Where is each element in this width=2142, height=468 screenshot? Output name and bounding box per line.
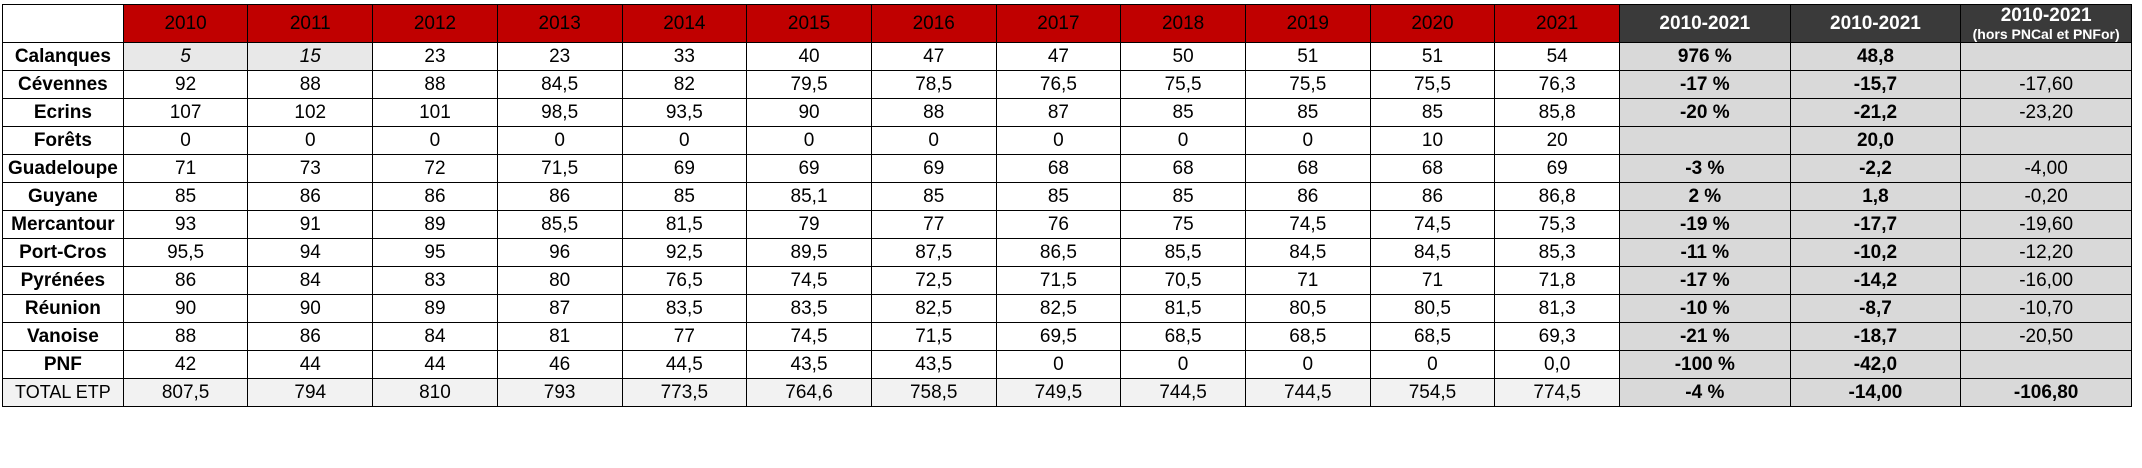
- data-cell: 82,5: [871, 295, 996, 323]
- data-cell: 15: [248, 43, 373, 71]
- data-cell: 44,5: [622, 351, 747, 379]
- data-cell: 23: [373, 43, 498, 71]
- data-cell: 81: [497, 323, 622, 351]
- data-cell: 81,5: [1121, 295, 1246, 323]
- header-corner-cell: [3, 5, 124, 43]
- data-cell: 72,5: [871, 267, 996, 295]
- data-cell: 69: [871, 155, 996, 183]
- data-cell: 54: [1495, 43, 1620, 71]
- summary-cell-percent: -17 %: [1620, 267, 1791, 295]
- data-cell: 47: [871, 43, 996, 71]
- data-cell: 74,5: [747, 323, 872, 351]
- row-label: Ecrins: [3, 99, 124, 127]
- data-cell: 68,5: [1370, 323, 1495, 351]
- data-cell: 86,8: [1495, 183, 1620, 211]
- data-cell: 85: [996, 183, 1121, 211]
- summary-cell-absolute: 20,0: [1790, 127, 1961, 155]
- data-cell: 96: [497, 239, 622, 267]
- data-cell: 80,5: [1245, 295, 1370, 323]
- data-cell: 77: [622, 323, 747, 351]
- column-header-year: 2021: [1495, 5, 1620, 43]
- total-cell: 794: [248, 379, 373, 407]
- column-header-year: 2020: [1370, 5, 1495, 43]
- data-cell: 75,5: [1245, 71, 1370, 99]
- data-cell: 0: [747, 127, 872, 155]
- data-cell: 85: [622, 183, 747, 211]
- column-header-year: 2017: [996, 5, 1121, 43]
- data-cell: 86: [1370, 183, 1495, 211]
- summary-cell-absolute: -42,0: [1790, 351, 1961, 379]
- column-header-year: 2018: [1121, 5, 1246, 43]
- data-cell: 89,5: [747, 239, 872, 267]
- data-cell: 20: [1495, 127, 1620, 155]
- header-row: [3, 5, 2132, 43]
- data-cell: 71,5: [871, 323, 996, 351]
- summary-cell-percent: [1620, 127, 1791, 155]
- summary-cell-percent: -3 %: [1620, 155, 1791, 183]
- data-cell: 74,5: [1370, 211, 1495, 239]
- data-cell: 74,5: [1245, 211, 1370, 239]
- data-cell: 44: [248, 351, 373, 379]
- data-cell: 95: [373, 239, 498, 267]
- data-cell: 95,5: [123, 239, 248, 267]
- data-cell: 85,5: [1121, 239, 1246, 267]
- data-cell: 68: [1121, 155, 1246, 183]
- data-cell: 83: [373, 267, 498, 295]
- total-cell: 774,5: [1495, 379, 1620, 407]
- column-header-year: 2011: [248, 5, 373, 43]
- table-total-row: [3, 379, 2132, 407]
- data-cell: 86: [373, 183, 498, 211]
- data-cell: 0: [123, 127, 248, 155]
- data-cell: 90: [747, 99, 872, 127]
- data-cell: 86: [248, 183, 373, 211]
- column-header-year: 2013: [497, 5, 622, 43]
- table-row: [3, 351, 2132, 379]
- column-header-summary-excluding: [1961, 5, 2132, 43]
- summary-cell-excluding: -23,20: [1961, 99, 2132, 127]
- row-label: Port-Cros: [3, 239, 124, 267]
- data-cell: 51: [1245, 43, 1370, 71]
- total-summary-absolute: -14,00: [1790, 379, 1961, 407]
- table-row: [3, 71, 2132, 99]
- summary-cell-absolute: -15,7: [1790, 71, 1961, 99]
- data-cell: 23: [497, 43, 622, 71]
- data-cell: 101: [373, 99, 498, 127]
- data-cell: 82: [622, 71, 747, 99]
- data-cell: 85,1: [747, 183, 872, 211]
- data-cell: 69: [747, 155, 872, 183]
- data-cell: 85: [1245, 99, 1370, 127]
- data-cell: 73: [248, 155, 373, 183]
- data-cell: 90: [248, 295, 373, 323]
- total-cell: 764,6: [747, 379, 872, 407]
- summary-cell-excluding: -16,00: [1961, 267, 2132, 295]
- summary-header-main: 2010-2021: [1659, 12, 1751, 34]
- data-cell: 81,3: [1495, 295, 1620, 323]
- data-cell: 88: [248, 71, 373, 99]
- data-cell: 75,5: [1370, 71, 1495, 99]
- total-cell: 754,5: [1370, 379, 1495, 407]
- summary-cell-absolute: -21,2: [1790, 99, 1961, 127]
- data-cell: 69,3: [1495, 323, 1620, 351]
- summary-cell-percent: -19 %: [1620, 211, 1791, 239]
- data-cell: 98,5: [497, 99, 622, 127]
- data-cell: 84: [373, 323, 498, 351]
- table-row: [3, 267, 2132, 295]
- column-header-year: 2016: [871, 5, 996, 43]
- data-cell: 44: [373, 351, 498, 379]
- column-header-summary-absolute: [1790, 5, 1961, 43]
- table-row: [3, 323, 2132, 351]
- data-cell: 89: [373, 211, 498, 239]
- data-cell: 71: [1245, 267, 1370, 295]
- data-cell: 80,5: [1370, 295, 1495, 323]
- data-cell: 47: [996, 43, 1121, 71]
- row-label: Guadeloupe: [3, 155, 124, 183]
- summary-cell-percent: -17 %: [1620, 71, 1791, 99]
- data-cell: 69,5: [996, 323, 1121, 351]
- data-cell: 85,3: [1495, 239, 1620, 267]
- summary-cell-percent: 2 %: [1620, 183, 1791, 211]
- summary-cell-percent: -10 %: [1620, 295, 1791, 323]
- summary-header-sub: (hors PNCal et PNFor): [1972, 25, 2120, 42]
- table-row: [3, 155, 2132, 183]
- data-cell: 85: [1121, 183, 1246, 211]
- summary-cell-absolute: -17,7: [1790, 211, 1961, 239]
- data-cell: 43,5: [747, 351, 872, 379]
- summary-cell-percent: -21 %: [1620, 323, 1791, 351]
- column-header-summary-percent: [1620, 5, 1791, 43]
- table-row: [3, 127, 2132, 155]
- total-cell: 758,5: [871, 379, 996, 407]
- data-cell: 88: [871, 99, 996, 127]
- summary-cell-absolute: 48,8: [1790, 43, 1961, 71]
- data-cell: 69: [1495, 155, 1620, 183]
- data-cell: 0: [1245, 351, 1370, 379]
- data-cell: 85,5: [497, 211, 622, 239]
- data-cell: 83,5: [747, 295, 872, 323]
- summary-cell-percent: -11 %: [1620, 239, 1791, 267]
- data-cell: 86: [123, 267, 248, 295]
- data-cell: 71,5: [497, 155, 622, 183]
- data-cell: 87,5: [871, 239, 996, 267]
- row-label: PNF: [3, 351, 124, 379]
- etp-data-table: [2, 4, 2132, 407]
- data-cell: 0: [622, 127, 747, 155]
- data-cell: 86,5: [996, 239, 1121, 267]
- summary-cell-percent: -100 %: [1620, 351, 1791, 379]
- data-cell: 76,5: [996, 71, 1121, 99]
- data-cell: 68: [1245, 155, 1370, 183]
- data-cell: 40: [747, 43, 872, 71]
- data-cell: 0,0: [1495, 351, 1620, 379]
- summary-cell-absolute: -2,2: [1790, 155, 1961, 183]
- data-cell: 102: [248, 99, 373, 127]
- total-cell: 744,5: [1121, 379, 1246, 407]
- data-cell: 87: [996, 99, 1121, 127]
- data-cell: 93,5: [622, 99, 747, 127]
- summary-cell-excluding: -17,60: [1961, 71, 2132, 99]
- data-cell: 86: [248, 323, 373, 351]
- data-cell: 71,5: [996, 267, 1121, 295]
- column-header-year: 2014: [622, 5, 747, 43]
- summary-header-main: 2010-2021: [2000, 5, 2092, 26]
- data-cell: 68: [996, 155, 1121, 183]
- data-cell: 76,5: [622, 267, 747, 295]
- data-cell: 83,5: [622, 295, 747, 323]
- table-row: [3, 295, 2132, 323]
- data-cell: 77: [871, 211, 996, 239]
- table-row: [3, 183, 2132, 211]
- data-cell: 0: [996, 351, 1121, 379]
- total-cell: 793: [497, 379, 622, 407]
- table-body: [3, 43, 2132, 407]
- data-cell: 92: [123, 71, 248, 99]
- data-cell: 69: [622, 155, 747, 183]
- summary-cell-absolute: -10,2: [1790, 239, 1961, 267]
- table-row: [3, 99, 2132, 127]
- data-cell: 43,5: [871, 351, 996, 379]
- data-cell: 75,5: [1121, 71, 1246, 99]
- data-cell: 72: [373, 155, 498, 183]
- data-cell: 79,5: [747, 71, 872, 99]
- data-cell: 0: [373, 127, 498, 155]
- row-label: Vanoise: [3, 323, 124, 351]
- data-cell: 0: [248, 127, 373, 155]
- row-label: Cévennes: [3, 71, 124, 99]
- summary-cell-excluding: -4,00: [1961, 155, 2132, 183]
- data-cell: 81,5: [622, 211, 747, 239]
- data-cell: 68,5: [1121, 323, 1246, 351]
- row-label: Pyrénées: [3, 267, 124, 295]
- data-cell: 42: [123, 351, 248, 379]
- data-cell: 88: [123, 323, 248, 351]
- data-cell: 92,5: [622, 239, 747, 267]
- data-cell: 90: [123, 295, 248, 323]
- summary-cell-percent: 976 %: [1620, 43, 1791, 71]
- row-label: Mercantour: [3, 211, 124, 239]
- data-cell: 5: [123, 43, 248, 71]
- total-cell: 749,5: [996, 379, 1121, 407]
- data-cell: 70,5: [1121, 267, 1246, 295]
- data-cell: 0: [871, 127, 996, 155]
- data-cell: 0: [1121, 127, 1246, 155]
- data-cell: 87: [497, 295, 622, 323]
- summary-cell-absolute: -18,7: [1790, 323, 1961, 351]
- data-cell: 79: [747, 211, 872, 239]
- data-cell: 0: [1245, 127, 1370, 155]
- summary-cell-absolute: -14,2: [1790, 267, 1961, 295]
- data-cell: 88: [373, 71, 498, 99]
- summary-cell-percent: -20 %: [1620, 99, 1791, 127]
- data-cell: 78,5: [871, 71, 996, 99]
- total-row-label: TOTAL ETP: [3, 379, 124, 407]
- total-cell: 744,5: [1245, 379, 1370, 407]
- total-cell: 807,5: [123, 379, 248, 407]
- data-cell: 0: [996, 127, 1121, 155]
- data-cell: 94: [248, 239, 373, 267]
- total-summary-percent: -4 %: [1620, 379, 1791, 407]
- data-cell: 107: [123, 99, 248, 127]
- data-cell: 10: [1370, 127, 1495, 155]
- data-cell: 84,5: [1370, 239, 1495, 267]
- data-cell: 93: [123, 211, 248, 239]
- data-cell: 82,5: [996, 295, 1121, 323]
- column-header-year: 2015: [747, 5, 872, 43]
- summary-cell-excluding: -0,20: [1961, 183, 2132, 211]
- data-cell: 85: [871, 183, 996, 211]
- row-label: Calanques: [3, 43, 124, 71]
- table-row: [3, 239, 2132, 267]
- column-header-year: 2012: [373, 5, 498, 43]
- data-cell: 0: [497, 127, 622, 155]
- summary-cell-excluding: -12,20: [1961, 239, 2132, 267]
- table-row: [3, 43, 2132, 71]
- table-header: [3, 5, 2132, 43]
- data-cell: 85: [1370, 99, 1495, 127]
- data-cell: 71,8: [1495, 267, 1620, 295]
- data-cell: 84: [248, 267, 373, 295]
- column-header-year: 2019: [1245, 5, 1370, 43]
- data-cell: 76: [996, 211, 1121, 239]
- data-cell: 84,5: [497, 71, 622, 99]
- row-label: Réunion: [3, 295, 124, 323]
- data-cell: 46: [497, 351, 622, 379]
- summary-cell-excluding: [1961, 351, 2132, 379]
- data-cell: 80: [497, 267, 622, 295]
- data-cell: 68: [1370, 155, 1495, 183]
- data-cell: 33: [622, 43, 747, 71]
- data-cell: 75: [1121, 211, 1246, 239]
- data-cell: 75,3: [1495, 211, 1620, 239]
- data-cell: 91: [248, 211, 373, 239]
- summary-cell-excluding: -20,50: [1961, 323, 2132, 351]
- data-cell: 85: [1121, 99, 1246, 127]
- summary-cell-absolute: 1,8: [1790, 183, 1961, 211]
- column-header-year: 2010: [123, 5, 248, 43]
- summary-cell-excluding: [1961, 127, 2132, 155]
- data-cell: 71: [123, 155, 248, 183]
- total-cell: 773,5: [622, 379, 747, 407]
- summary-cell-excluding: [1961, 43, 2132, 71]
- data-cell: 0: [1121, 351, 1246, 379]
- data-cell: 50: [1121, 43, 1246, 71]
- data-cell: 85,8: [1495, 99, 1620, 127]
- data-cell: 86: [497, 183, 622, 211]
- data-cell: 68,5: [1245, 323, 1370, 351]
- summary-cell-excluding: -19,60: [1961, 211, 2132, 239]
- data-cell: 89: [373, 295, 498, 323]
- summary-cell-absolute: -8,7: [1790, 295, 1961, 323]
- total-summary-excluding: -106,80: [1961, 379, 2132, 407]
- data-cell: 51: [1370, 43, 1495, 71]
- data-cell: 74,5: [747, 267, 872, 295]
- total-cell: 810: [373, 379, 498, 407]
- row-label: Forêts: [3, 127, 124, 155]
- data-cell: 0: [1370, 351, 1495, 379]
- table-row: [3, 211, 2132, 239]
- data-cell: 76,3: [1495, 71, 1620, 99]
- summary-header-main: 2010-2021: [1830, 12, 1921, 34]
- data-cell: 85: [123, 183, 248, 211]
- row-label: Guyane: [3, 183, 124, 211]
- data-cell: 86: [1245, 183, 1370, 211]
- summary-cell-excluding: -10,70: [1961, 295, 2132, 323]
- data-cell: 84,5: [1245, 239, 1370, 267]
- data-cell: 71: [1370, 267, 1495, 295]
